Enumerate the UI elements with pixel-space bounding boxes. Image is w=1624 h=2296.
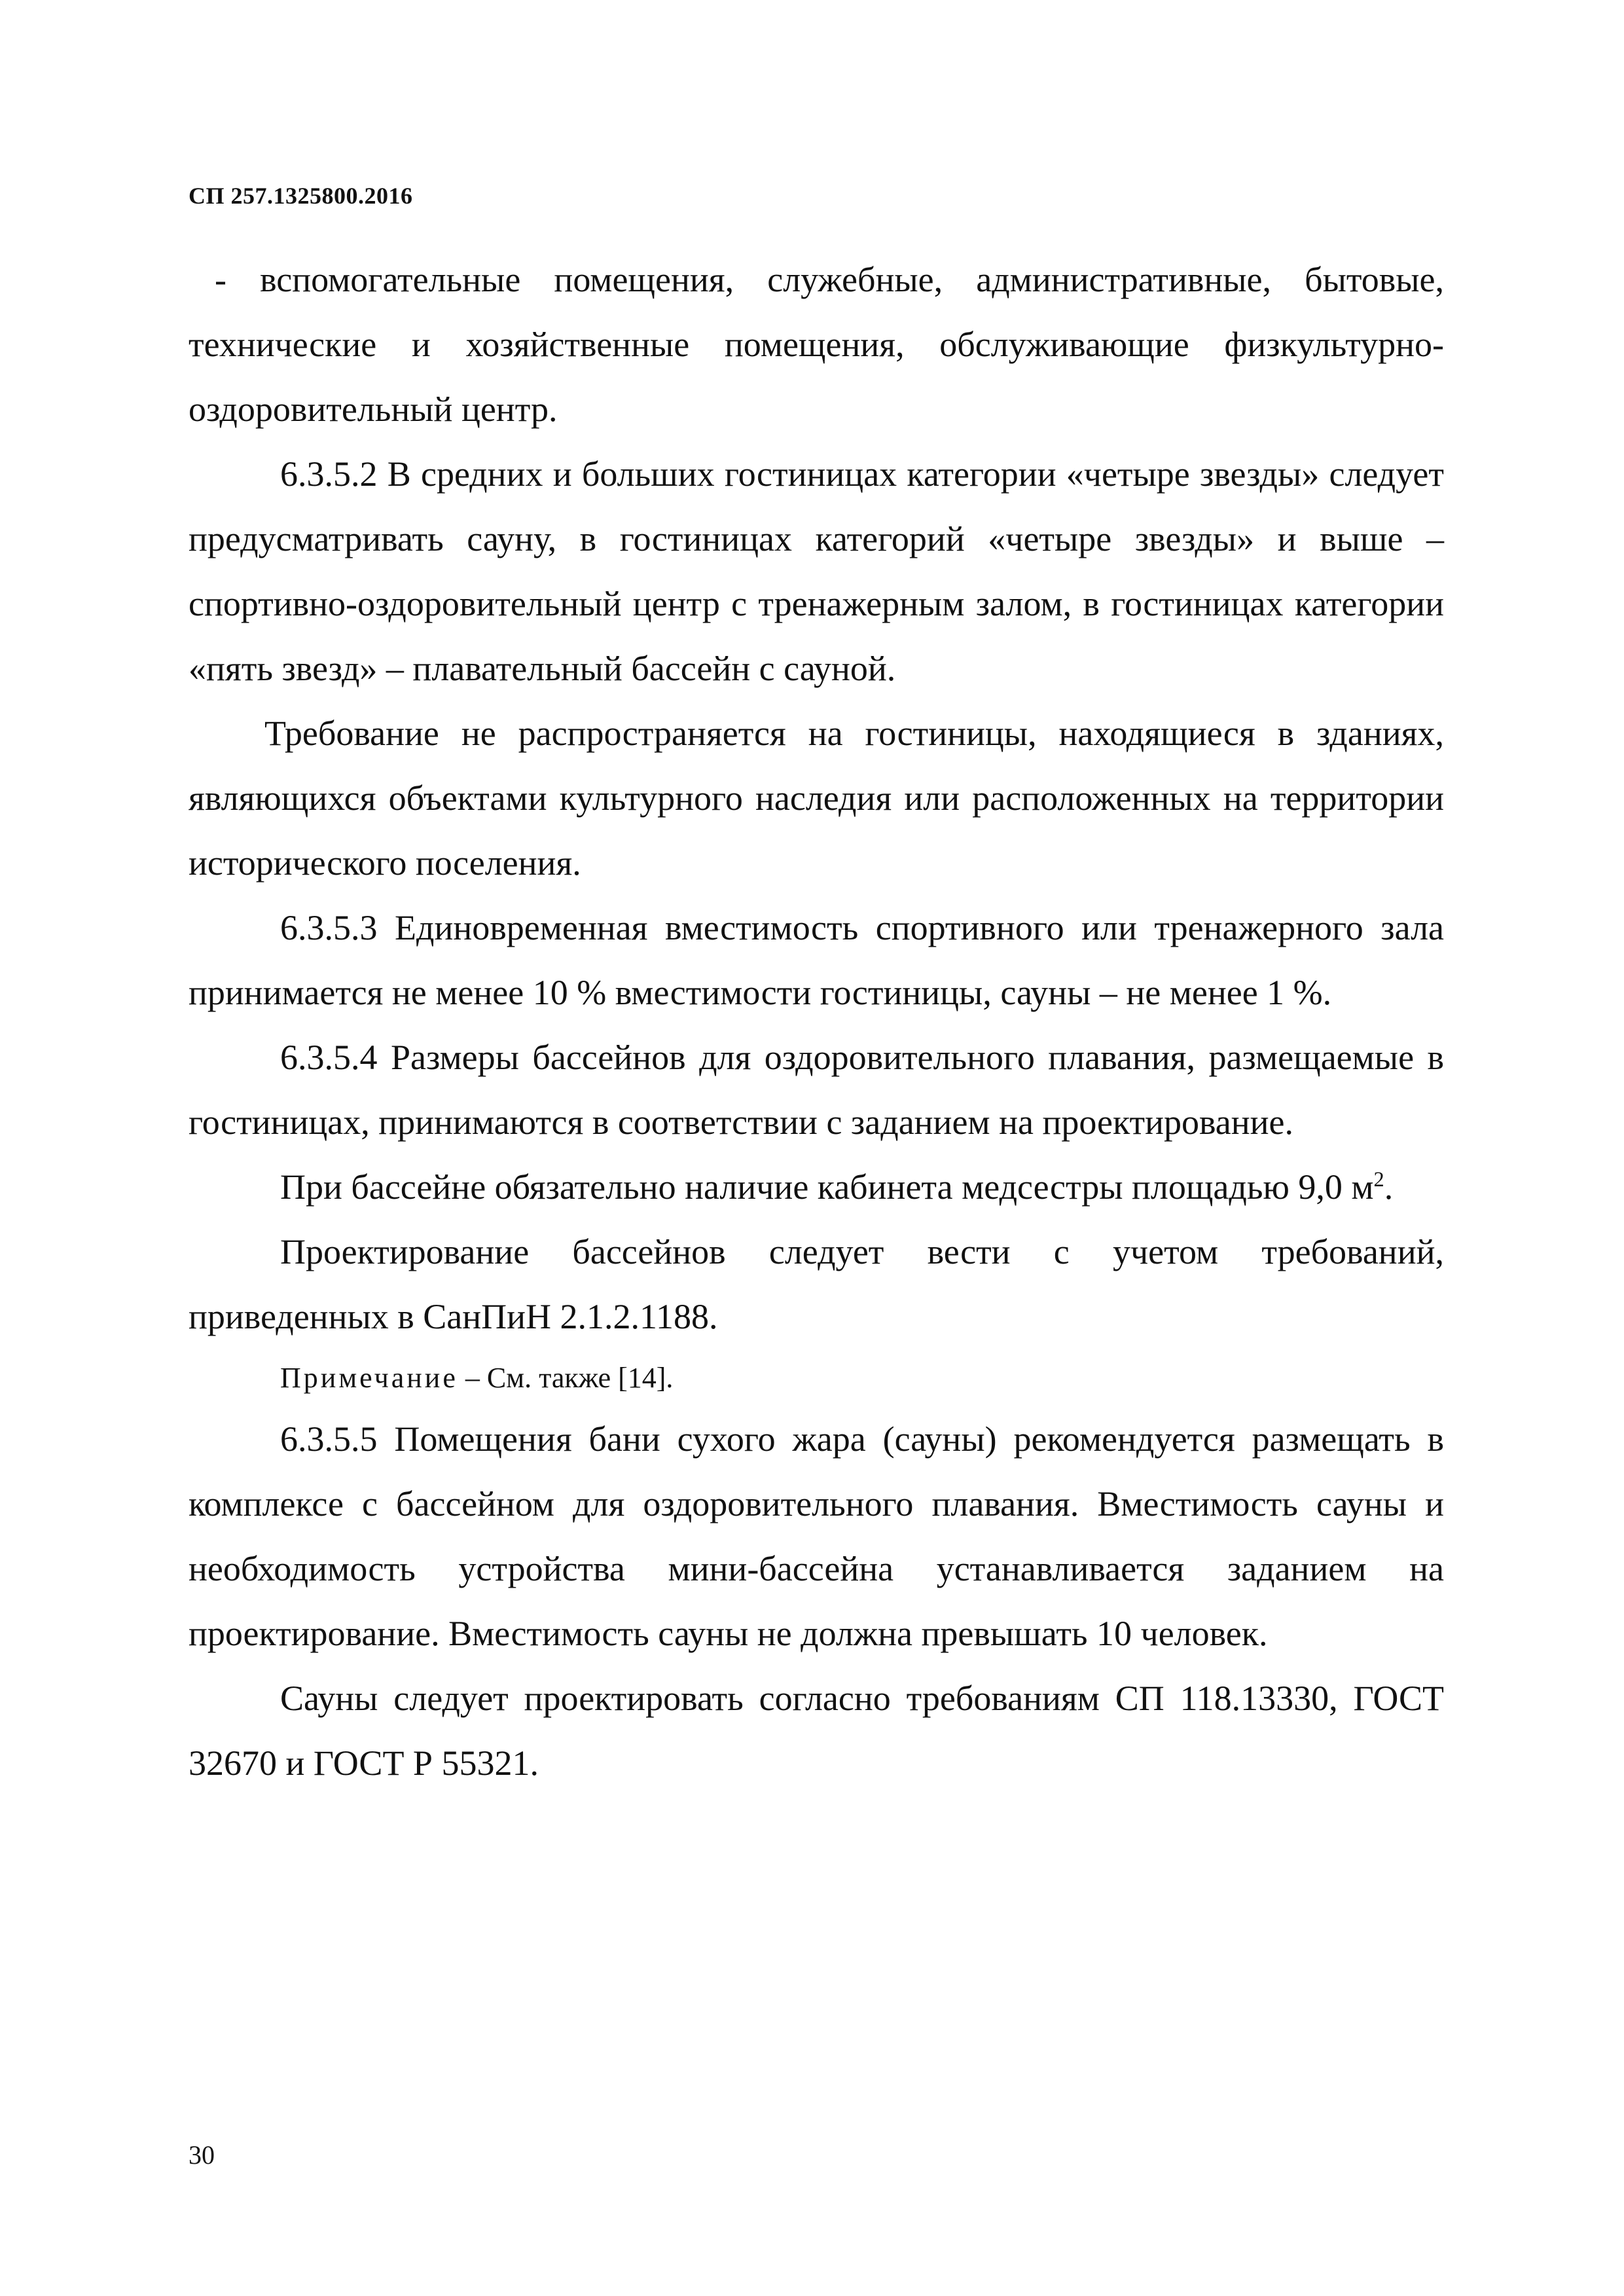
note-text: – См. также [14].	[458, 1362, 674, 1394]
paragraph-nurse-office	[189, 1155, 1444, 1220]
paragraph-clause-6-3-5-4: 6.3.5.4 Размеры бассейнов для оздоровительного плавания, размещаемые в гостиницах, принимаются в соответствии с заданием на проектирование.	[189, 1038, 1444, 1142]
paragraph-pool-design: Проектирование бассейнов следует вести с учетом требований, приведенных в СанПиН 2.1.2.1188.	[189, 1232, 1444, 1336]
document-code-header: СП 257.1325800.2016	[189, 183, 413, 209]
note-label: Примечание	[280, 1362, 458, 1394]
paragraph-clause-6-3-5-3: 6.3.5.3 Единовременная вместимость спортивного или тренажерного зала принимается не менее 10 % вместимости гостиницы, сауны – не менее 1 %.	[189, 908, 1444, 1012]
paragraph-note	[189, 1349, 1444, 1407]
page-number: 30	[189, 2140, 215, 2170]
square-meter-superscript: 2	[1373, 1168, 1384, 1192]
paragraph-clause-6-3-5-2: 6.3.5.2 В средних и больших гостиницах категории «четыре звезды» следует предусматривать сауну, в гостиницах категорий «четыре звезды» и выше – спортивно-оздоровительный центр с тренажерным залом, в гостиницах категории «пять звезд» – плавательный бассейн с сауной.	[189, 454, 1444, 688]
paragraph-clause-6-3-5-5: 6.3.5.5 Помещения бани сухого жара (сауны) рекомендуется размещать в комплексе с бассейном для оздоровительного плавания. Вместимость сауны и необходимость устройства мини-бассейна устанавливается заданием на проектирование. Вместимость сауны не должна превышать 10 человек.	[189, 1419, 1444, 1653]
paragraph-sauna-standards: Сауны следует проектировать согласно требованиям СП 118.13330, ГОСТ 32670 и ГОСТ Р 55321.	[189, 1679, 1444, 1783]
document-body	[189, 247, 1444, 1796]
nurse-office-text: При бассейне обязательно наличие кабинета медсестры площадью 9,0 м	[280, 1167, 1374, 1207]
paragraph-auxiliary-premises: - вспомогательные помещения, служебные, административные, бытовые, технические и хозяйственные помещения, обслуживающие физкультурно-оздоровительный центр.	[189, 260, 1444, 429]
paragraph-requirement-exception: Требование не распространяется на гостиницы, находящиеся в зданиях, являющихся объектами культурного наследия или расположенных на территории исторического поселения.	[189, 714, 1444, 883]
nurse-office-end: .	[1384, 1167, 1394, 1207]
